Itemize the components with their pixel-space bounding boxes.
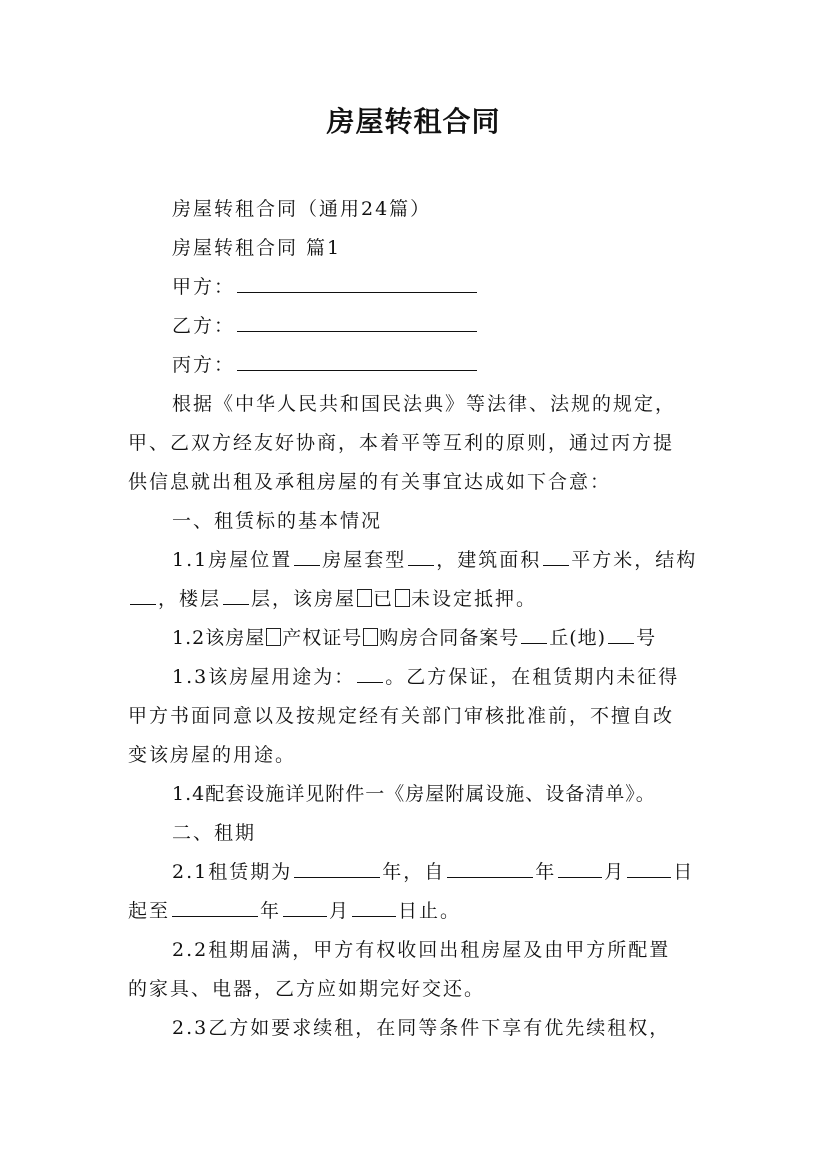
clause-text: ，楼层 [158, 588, 222, 610]
party-c-line [128, 346, 708, 385]
clause-text: 平方米，结构 [571, 549, 698, 571]
clause-2-1-line-1 [128, 853, 708, 892]
party-a-line [128, 268, 708, 307]
clause-text: 未设定抵押。 [411, 588, 538, 610]
fill-blank [223, 586, 249, 605]
party-a-blank [237, 274, 477, 293]
subtitle: 房屋转租合同（通用24篇） [172, 198, 432, 220]
clause-1-1-line-1 [128, 541, 708, 580]
fill-blank [357, 664, 383, 683]
clause-1-2 [128, 619, 708, 658]
document-title: 房屋转租合同 [326, 105, 501, 138]
party-b-line [128, 307, 708, 346]
clause-text: 年 [260, 900, 282, 922]
clause-1-1-line-2 [128, 580, 708, 619]
fill-blank [408, 547, 434, 566]
fill-blank [627, 859, 671, 878]
clause-text: 已 [373, 588, 395, 610]
clause-text: ，建筑面积 [436, 549, 542, 571]
intro-line-3: 供信息就出租及承租房屋的有关事宜达成如下合意： [128, 471, 612, 493]
fill-blank [608, 625, 634, 644]
fill-blank [130, 586, 156, 605]
checkbox-icon [357, 589, 372, 607]
clause-text: 日 [673, 861, 695, 883]
clause-text: 起至 [128, 900, 171, 922]
clause-text: 年，自 [382, 861, 446, 883]
clause-text: 丘(地) [549, 627, 607, 649]
fill-blank [447, 859, 533, 878]
clause-text: 年 [535, 861, 557, 883]
party-b-blank [237, 313, 477, 332]
fill-blank [294, 547, 320, 566]
clause-1-3-line-2: 甲方书面同意以及按规定经有关部门审核批准前，不擅自改 [128, 705, 675, 727]
clause-text: 日止。 [398, 900, 462, 922]
clause-text: 1.1房屋位置 [172, 549, 293, 571]
checkbox-icon [266, 628, 281, 646]
clause-text: 房屋套型 [322, 549, 407, 571]
clause-text: 层，该房屋 [251, 588, 357, 610]
clause-text: 号 [636, 627, 657, 649]
clause-text: 1.3该房屋用途为： [172, 666, 356, 688]
party-b-label: 乙方： [172, 315, 236, 337]
checkbox-icon [363, 628, 378, 646]
clause-2-2-line-1: 2.2租期届满，甲方有权收回出租房屋及由甲方所配置 [172, 939, 671, 961]
clause-1-4: 1.4配套设施详见附件一《房屋附属设施、设备清单》。 [172, 783, 656, 805]
clause-text: 月 [329, 900, 351, 922]
party-a-label: 甲方： [172, 276, 236, 298]
section-1-heading: 一、租赁标的基本情况 [172, 510, 383, 532]
clause-1-3-line-1 [128, 658, 708, 697]
fill-blank [294, 859, 380, 878]
fill-blank [352, 898, 396, 917]
clause-1-3-line-3: 变该房屋的用途。 [128, 744, 297, 766]
fill-blank [283, 898, 327, 917]
clause-text: 月 [604, 861, 626, 883]
document-body [128, 190, 708, 1048]
clause-text: 购房合同备案号 [379, 627, 520, 649]
checkbox-icon [395, 589, 410, 607]
party-c-blank [237, 352, 477, 371]
fill-blank [521, 625, 547, 644]
clause-text: 产权证号 [282, 627, 363, 649]
clause-2-2-line-2: 的家具、电器，乙方应如期完好交还。 [128, 978, 486, 1000]
clause-2-1-line-2 [128, 892, 708, 931]
intro-line-2: 甲、乙双方经友好协商，本着平等互利的原则，通过丙方提 [128, 432, 675, 454]
clause-text: 2.1租赁期为 [172, 861, 293, 883]
clause-text: 1.2该房屋 [172, 627, 266, 649]
clause-2-3-line-1: 2.3乙方如要求续租，在同等条件下享有优先续租权， [172, 1017, 671, 1039]
section-heading: 房屋转租合同 篇1 [172, 237, 342, 259]
section-2-heading: 二、租期 [172, 822, 257, 844]
fill-blank [172, 898, 258, 917]
intro-line-1: 根据《中华人民共和国民法典》等法律、法规的规定， [172, 393, 677, 415]
fill-blank [558, 859, 602, 878]
party-c-label: 丙方： [172, 354, 236, 376]
fill-blank [543, 547, 569, 566]
clause-text: 。乙方保证，在租赁期内未征得 [385, 666, 680, 688]
